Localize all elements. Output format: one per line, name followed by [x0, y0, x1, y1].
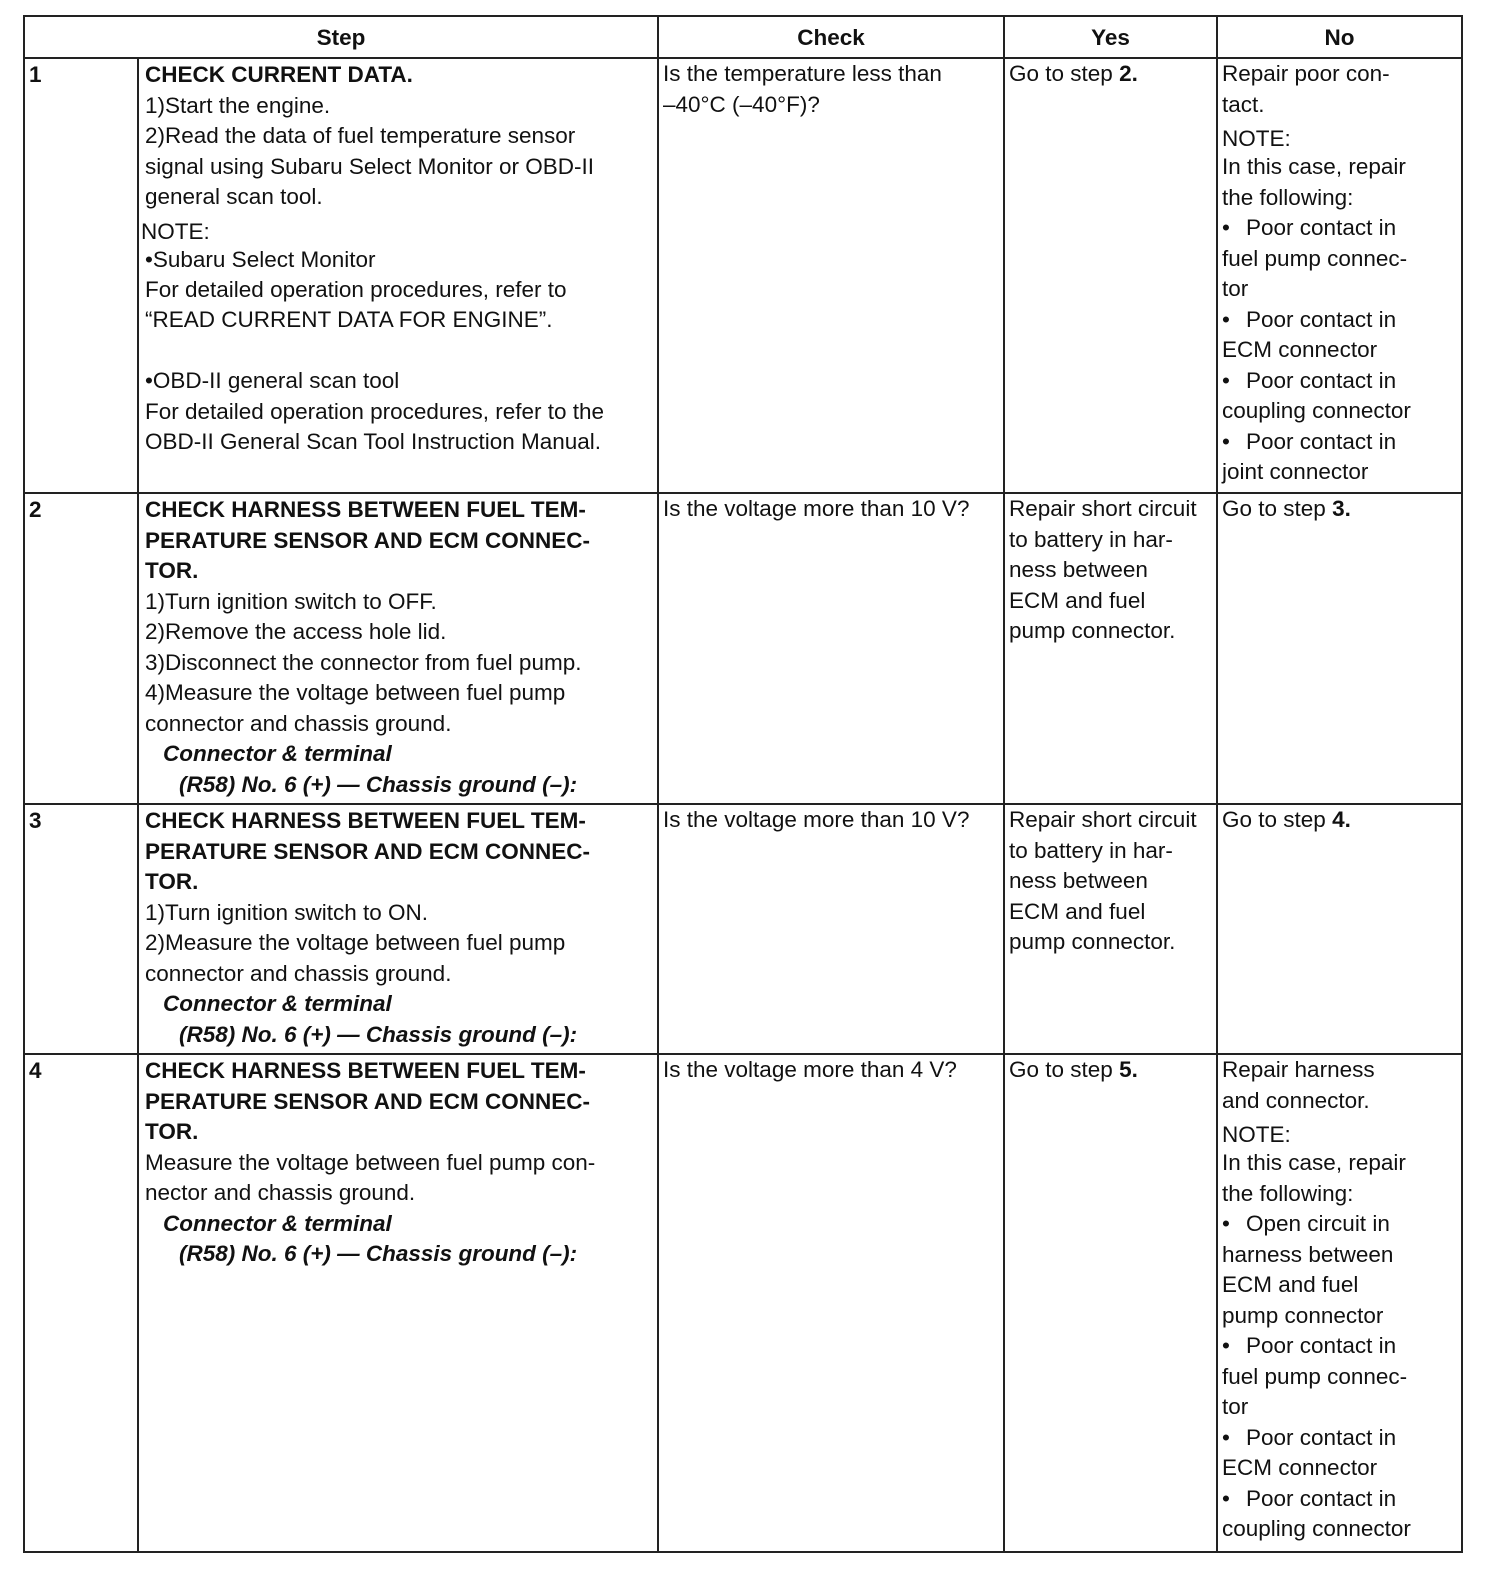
step-line: nector and chassis ground. — [145, 1180, 416, 1205]
step-number: 1 — [24, 58, 138, 493]
step-line: 1)Start the engine. — [145, 92, 331, 118]
check-line: Is the voltage more than 4 V? — [663, 1057, 957, 1082]
note-item-title: •Subaru Select Monitor — [145, 246, 376, 272]
step-line: 2)Read the data of fuel temperature sensor — [145, 123, 576, 148]
bullet-item: • Poor contact in — [1222, 1484, 1457, 1515]
header-check: Check — [658, 16, 1004, 58]
yes-line: ness between — [1009, 868, 1148, 893]
yes-line: ness between — [1009, 557, 1148, 582]
step-line: 2)Remove the access hole lid. — [145, 619, 447, 644]
step-title: PERATURE SENSOR AND ECM CONNEC- — [145, 838, 591, 864]
yes-line: pump connector. — [1009, 929, 1176, 954]
no-text: Go to step — [1222, 807, 1333, 832]
step-cell — [138, 58, 658, 493]
spacer — [145, 336, 653, 367]
no-cell — [1217, 1054, 1462, 1552]
bullet-line: joint connector — [1222, 459, 1369, 484]
no-cell — [1217, 493, 1462, 804]
bullet-line: ECM connector — [1222, 1455, 1378, 1480]
step-title: CHECK HARNESS BETWEEN FUEL TEM- — [145, 497, 586, 522]
check-cell — [658, 58, 1004, 493]
yes-cell — [1004, 493, 1217, 804]
bullet-icon: • — [1222, 1333, 1230, 1358]
no-cell — [1217, 804, 1462, 1054]
bullet-icon: • — [1222, 1485, 1230, 1511]
step-line: 3)Disconnect the connector from fuel pump. — [145, 649, 582, 675]
bullet-item: • Poor contact in — [1222, 1331, 1457, 1362]
table-header-row — [24, 16, 1462, 58]
bullet-icon: • — [1222, 215, 1230, 240]
yes-line: ECM and fuel — [1009, 898, 1146, 924]
step-number: 4 — [24, 1054, 138, 1552]
header-no: No — [1217, 16, 1462, 58]
bullet-line: fuel pump connec- — [1222, 245, 1408, 271]
note-item-title: •OBD-II general scan tool — [145, 368, 400, 393]
table-row — [24, 58, 1462, 493]
no-note-line: the following: — [1222, 184, 1354, 210]
bullet-line: ECM and fuel — [1222, 1272, 1359, 1297]
step-title: PERATURE SENSOR AND ECM CONNEC- — [145, 1088, 591, 1114]
no-text: Go to step — [1222, 496, 1333, 521]
step-line: 1)Turn ignition switch to ON. — [145, 899, 429, 925]
table-row — [24, 804, 1462, 1054]
step-line: 4)Measure the voltage between fuel pump — [145, 680, 566, 705]
header-step: Step — [24, 16, 658, 58]
bullet-icon: • — [1222, 367, 1230, 393]
bullet-line: harness between — [1222, 1241, 1394, 1267]
check-cell — [658, 804, 1004, 1054]
no-note-label: NOTE: — [1222, 126, 1291, 151]
bullet-icon: • — [1222, 306, 1230, 332]
yes-cell — [1004, 58, 1217, 493]
connector-terminal-label: Connector & terminal — [163, 741, 392, 766]
yes-line: to battery in har- — [1009, 526, 1173, 552]
no-line: Repair poor con- — [1222, 61, 1390, 86]
yes-line: Repair short circuit — [1009, 807, 1197, 832]
bullet-item: • Open circuit in — [1222, 1209, 1457, 1240]
check-cell — [658, 1054, 1004, 1552]
bullet-line: coupling connector — [1222, 1516, 1411, 1541]
no-cell — [1217, 58, 1462, 493]
yes-line: pump connector. — [1009, 618, 1176, 643]
step-line: Measure the voltage between fuel pump con- — [145, 1149, 596, 1175]
step-line: signal using Subaru Select Monitor or OBD-II — [145, 153, 594, 179]
connector-terminal-value: (R58) No. 6 (+) — Chassis ground (–): — [179, 1241, 578, 1266]
bullet-icon: • — [1222, 1424, 1230, 1450]
yes-cell — [1004, 804, 1217, 1054]
connector-terminal-label: Connector & terminal — [163, 991, 392, 1016]
connector-terminal-value: (R58) No. 6 (+) — Chassis ground (–): — [179, 1021, 578, 1047]
yes-line: ECM and fuel — [1009, 587, 1146, 613]
bullet-item: • Poor contact in — [1222, 213, 1457, 244]
step-line: 1)Turn ignition switch to OFF. — [145, 588, 437, 614]
bullet-icon: • — [1222, 1211, 1230, 1236]
header-yes: Yes — [1004, 16, 1217, 58]
bullet-item: • Poor contact in — [1222, 366, 1457, 397]
yes-line: Repair short circuit — [1009, 496, 1197, 521]
no-note-label: NOTE: — [1222, 1122, 1291, 1147]
table-row — [24, 1054, 1462, 1552]
step-title: CHECK HARNESS BETWEEN FUEL TEM- — [145, 1058, 586, 1083]
step-line: connector and chassis ground. — [145, 710, 452, 736]
yes-step-ref: 5. — [1119, 1057, 1138, 1082]
no-line: tact. — [1222, 91, 1265, 117]
step-title: PERATURE SENSOR AND ECM CONNEC- — [145, 527, 591, 553]
bullet-line: tor — [1222, 276, 1249, 301]
bullet-line: tor — [1222, 1394, 1249, 1419]
bullet-item: • Poor contact in — [1222, 427, 1457, 458]
step-title: TOR. — [145, 1119, 199, 1144]
step-title: CHECK CURRENT DATA. — [145, 62, 413, 87]
step-title: TOR. — [145, 558, 199, 583]
note-label: NOTE: — [141, 218, 210, 244]
bullet-line: coupling connector — [1222, 398, 1411, 423]
yes-step-ref: 2. — [1119, 61, 1138, 86]
step-line: connector and chassis ground. — [145, 960, 452, 986]
bullet-item: • Poor contact in — [1222, 1423, 1457, 1454]
yes-text: Go to step — [1009, 61, 1120, 86]
step-cell — [138, 1054, 658, 1552]
check-line: Is the voltage more than 10 V? — [663, 496, 970, 521]
no-line: Repair harness — [1222, 1057, 1375, 1082]
step-title: CHECK HARNESS BETWEEN FUEL TEM- — [145, 808, 586, 833]
step-number: 2 — [24, 493, 138, 804]
note-line: “READ CURRENT DATA FOR ENGINE”. — [145, 307, 553, 332]
check-line: –40°C (–40°F)? — [663, 91, 820, 117]
bullet-item: • Poor contact in — [1222, 305, 1457, 336]
check-cell — [658, 493, 1004, 804]
no-note-line: In this case, repair — [1222, 1150, 1406, 1175]
bullet-line: fuel pump connec- — [1222, 1363, 1408, 1389]
step-cell — [138, 804, 658, 1054]
diagnostic-table — [23, 15, 1463, 1553]
yes-cell — [1004, 1054, 1217, 1552]
connector-terminal-label: Connector & terminal — [163, 1210, 392, 1236]
note-line: For detailed operation procedures, refer to — [145, 276, 567, 302]
note-line: OBD-II General Scan Tool Instruction Manual. — [145, 429, 602, 454]
yes-line: to battery in har- — [1009, 837, 1173, 863]
step-number: 3 — [24, 804, 138, 1054]
no-line: and connector. — [1222, 1087, 1370, 1113]
bullet-line: ECM connector — [1222, 337, 1378, 362]
note-line: For detailed operation procedures, refer to the — [145, 398, 605, 424]
yes-text: Go to step — [1009, 1057, 1120, 1082]
step-cell — [138, 493, 658, 804]
no-step-ref: 4. — [1332, 807, 1351, 832]
table-row — [24, 493, 1462, 804]
no-note-line: the following: — [1222, 1180, 1354, 1206]
bullet-line: pump connector — [1222, 1302, 1384, 1328]
bullet-icon: • — [1222, 428, 1230, 454]
check-line: Is the voltage more than 10 V? — [663, 807, 970, 832]
step-line: general scan tool. — [145, 184, 323, 209]
step-title: TOR. — [145, 869, 199, 894]
no-note-line: In this case, repair — [1222, 154, 1406, 179]
step-line: 2)Measure the voltage between fuel pump — [145, 930, 566, 955]
no-step-ref: 3. — [1332, 496, 1351, 521]
connector-terminal-value: (R58) No. 6 (+) — Chassis ground (–): — [179, 771, 578, 797]
check-line: Is the temperature less than — [663, 61, 942, 86]
